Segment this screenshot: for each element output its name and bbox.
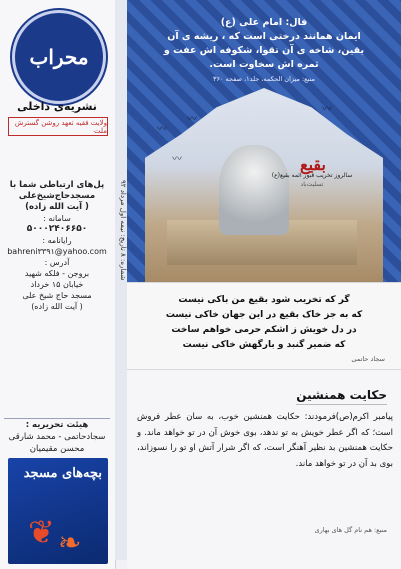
logo (12, 10, 106, 104)
bird-icon: 〰 (322, 104, 332, 115)
poster-title: بقیع (300, 155, 326, 174)
poem-line: در دل خویش ز اشکم حرمی خواهم ساخت (171, 325, 357, 335)
story-section (127, 370, 401, 569)
story-body: پیامبر اکرم(ص)فرمودند: حکایت همنشین خوب، به سان عطر فروش است؛ که اگر عطر خویش به تو ندهد، بوی خوش آن در تو خواهد ماند. و حکایت همنشین بد نظیر آهنگر است، که اگر شرار آتش او تو را نسوزاند، بوی بد آن در تو خواهد ماند. (137, 412, 393, 469)
editors-line: سجادحاتمی - محمد شارقی (8, 432, 106, 442)
bird-icon: ❦ (28, 513, 55, 551)
poem-author: سجاد حاتمی (351, 355, 385, 363)
bird-icon: 〰 (187, 114, 197, 125)
bird-icon: 〰 (157, 124, 167, 135)
story-title: حکایت همنشین (296, 388, 387, 405)
poem-line: که به جز خاک بقیع در این جهان خاکی نیست (165, 310, 363, 320)
contact-title: پل‌های ارتباطی شما با (9, 180, 105, 190)
quote-line: ثمره اش سخاوت است. (209, 59, 319, 70)
bird-icon: 〰 (172, 154, 182, 165)
motto-stamp: ولایت فقیه تعهد روشن گسترش ملت (8, 117, 108, 136)
poem-line: که ضمیر گنبد و بارگهش خاکی نیست (182, 340, 346, 350)
address-label: آدرس : (44, 258, 70, 267)
editors-line: محسن مقیمیان (29, 444, 85, 454)
publication-subtitle: نشریه‌ی داخلی (17, 100, 97, 113)
contact-info (4, 180, 110, 312)
quote-source: منبع: میزان الحکمه، جلد۱، صفحه ۳۶۰ (212, 75, 316, 83)
mosque-name: مسجدحاج‌شیخ‌علی (18, 191, 96, 201)
logo-text: محراب (29, 45, 89, 69)
poem-block (127, 282, 401, 370)
email-address[interactable]: bahreni۳۳۹۱@yahoo.com (7, 247, 107, 256)
mosque-extra: ( آیت الله زاده) (25, 202, 89, 212)
quote-line: یقین، شاخه ی آن تقوا، شکوفه اش عفت و (163, 45, 365, 56)
issue-info: شماره: ۸ تاریخ: نیمه اول مرداد ۹۲ (119, 180, 127, 281)
email-label: رایانامه : (42, 236, 72, 245)
story-source: منبع: هم نام گل های بهاری (314, 526, 387, 534)
sidebar (0, 0, 116, 569)
shrine-dome (219, 145, 289, 235)
address-line: ( آیت الله زاده) (31, 302, 83, 311)
address-line: مسجد حاج شیخ علی (22, 291, 92, 300)
poster-subtitle2: تسلیت‌باد (300, 181, 324, 188)
graphic-text: بچه‌های مسجد (23, 466, 102, 481)
hadith-quote (129, 0, 399, 88)
issue-strip (115, 0, 127, 560)
sms-label: سامانه : (43, 214, 71, 223)
address-line: خیابان ۱۵ خرداد (30, 280, 84, 289)
bird-icon: ❧ (58, 526, 82, 559)
poster-subtitle: سالروز تخریب قبور ائمه بقیع(ع) (271, 172, 353, 179)
sms-number: ۵۰۰۰۲۴۰۶۶۵۰ (26, 224, 88, 234)
quote-heading: فال: امام علی (ع) (220, 17, 308, 28)
mosque-kids-graphic (8, 458, 108, 564)
main-content (127, 0, 401, 569)
quote-line: ایمان همانند درختی است که ، ریشه ی آن (167, 31, 361, 42)
address-line: بروجن - فلکه شهید (24, 269, 90, 278)
poem-line: گر که تخریب شود بقیع من باکی نیست (178, 295, 350, 305)
editorial-board (4, 418, 110, 455)
editors-title: هیئت تحریریه : (25, 420, 89, 430)
